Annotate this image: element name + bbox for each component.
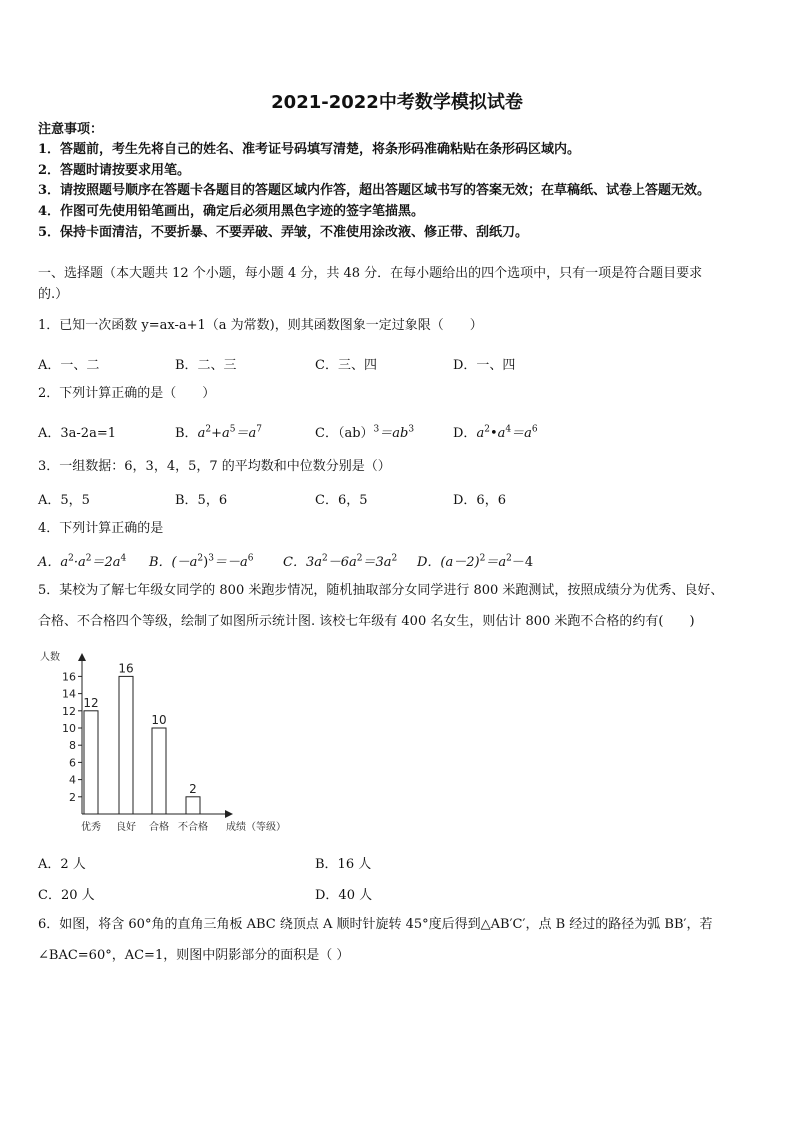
- bar-value-label: 12: [83, 695, 99, 710]
- notice-item: 3．请按照题号顺序在答题卡各题目的答题区域内作答，超出答题区域书写的答案无效；在草稿纸、试卷上答题无效。: [38, 183, 711, 198]
- y-axis-label: 人数: [40, 652, 60, 663]
- question-1-stem: 1．已知一次函数 y=ax-a+1（a 为常数)，则其函数图象一定过象限（ ）: [38, 318, 483, 333]
- y-tick-label: 2: [69, 790, 76, 804]
- bar: [119, 676, 133, 814]
- notice-item: 1．答题前，考生先将自己的姓名、准考证号码填写清楚，将条形码准确粘贴在条形码区域内。: [38, 142, 581, 157]
- q1-option-a: A．一、二: [38, 358, 100, 373]
- bar-chart: [36, 648, 326, 838]
- question-5-stem: 5．某校为了解七年级女同学的 800 米跑步情况，随机抽取部分女同学进行 800 米跑测试，按照成绩分为优秀、良好、: [38, 583, 724, 598]
- notice-item: 2．答题时请按要求用笔。: [38, 163, 191, 178]
- q1-option-b: B．二、三: [175, 358, 237, 373]
- q5-option-b: B．16 人: [315, 857, 372, 872]
- q4-option-b: B．$(-a^2)^3=-a^6$: [149, 553, 254, 570]
- y-tick-label: 8: [69, 739, 76, 753]
- q2-option-b: B．$a^2+a^5=a^7$: [175, 424, 262, 441]
- q2-option-c: C．$(ab)^3=ab^3$: [315, 424, 415, 441]
- page-title: 2021-2022中考数学模拟试卷: [271, 92, 523, 113]
- question-6-stem: 6．如图，将含 60°角的直角三角板 ABC 绕顶点 A 顺时针旋转 45°度后得到△AB′C′，点 B 经过的路径为弧 BB′，若: [38, 917, 713, 932]
- q5-option-d: D．40 人: [315, 888, 373, 903]
- bar: [152, 728, 166, 814]
- bar-value-label: 16: [118, 661, 134, 676]
- bar: [186, 797, 200, 814]
- q3-option-a: A．5，5: [38, 493, 90, 508]
- y-tick-label: 4: [69, 773, 76, 787]
- question-2-stem: 2．下列计算正确的是（ ）: [38, 386, 216, 401]
- y-tick-label: 12: [62, 704, 76, 718]
- q4-option-a: A．$a^2\cdot a^2=2a^4$: [38, 553, 127, 570]
- q4-option-d: D．$(a-2)^2=a^2-4$: [417, 553, 534, 570]
- question-4-stem: 4．下列计算正确的是: [38, 521, 164, 536]
- section-heading-cont: 的.）: [38, 287, 69, 302]
- category-label: 不合格: [178, 822, 208, 833]
- question-5-stem-cont: 合格、不合格四个等级，绘制了如图所示统计图. 该校七年级有 400 名女生，则估计 800 米跑不合格的约有( ): [38, 614, 695, 629]
- bar: [84, 711, 98, 814]
- bar-value-label: 10: [151, 713, 167, 727]
- q1-option-c: C．三、四: [315, 358, 377, 373]
- q2-option-a: A．3a-2a=1: [38, 426, 116, 441]
- q1-option-d: D．一、四: [453, 358, 516, 373]
- notice-item: 5．保持卡面清洁，不要折暴、不要弄破、弄皱，不准使用涂改液、修正带、刮纸刀。: [38, 225, 529, 240]
- notice-heading: 注意事项：: [38, 122, 104, 137]
- y-tick-label: 10: [62, 722, 76, 735]
- q4-option-c: C．$3a^2-6a^2=3a^2$: [283, 553, 398, 570]
- y-tick-label: 14: [62, 687, 76, 701]
- category-label: 合格: [149, 822, 169, 833]
- y-tick-label: 6: [69, 756, 76, 770]
- y-tick-label: 16: [62, 670, 76, 684]
- category-label: 优秀: [81, 822, 101, 833]
- x-axis-label: 成绩（等级）: [226, 822, 286, 833]
- q5-option-c: C．20 人: [38, 888, 95, 903]
- q2-option-d: D．$a^2•a^4=a^6$: [453, 424, 538, 441]
- question-6-stem-cont: ∠BAC=60°，AC=1，则图中阴影部分的面积是（ ）: [38, 948, 350, 963]
- q3-option-c: C．6，5: [315, 493, 368, 508]
- bar-value-label: 2: [189, 781, 197, 796]
- q3-option-d: D．6，6: [453, 493, 506, 508]
- category-label: 良好: [116, 822, 136, 833]
- question-3-stem: 3．一组数据：6，3，4，5，7 的平均数和中位数分别是（）: [38, 459, 391, 474]
- q3-option-b: B．5，6: [175, 493, 228, 508]
- q5-option-a: A．2 人: [38, 857, 86, 872]
- section-heading: 一、选择题（本大题共 12 个小题，每小题 4 分，共 48 分．在每小题给出的四个选项中，只有一项是符合题目要求: [38, 266, 703, 281]
- notice-item: 4．作图可先使用铅笔画出，确定后必须用黑色字迹的签字笔描黑。: [38, 204, 425, 219]
